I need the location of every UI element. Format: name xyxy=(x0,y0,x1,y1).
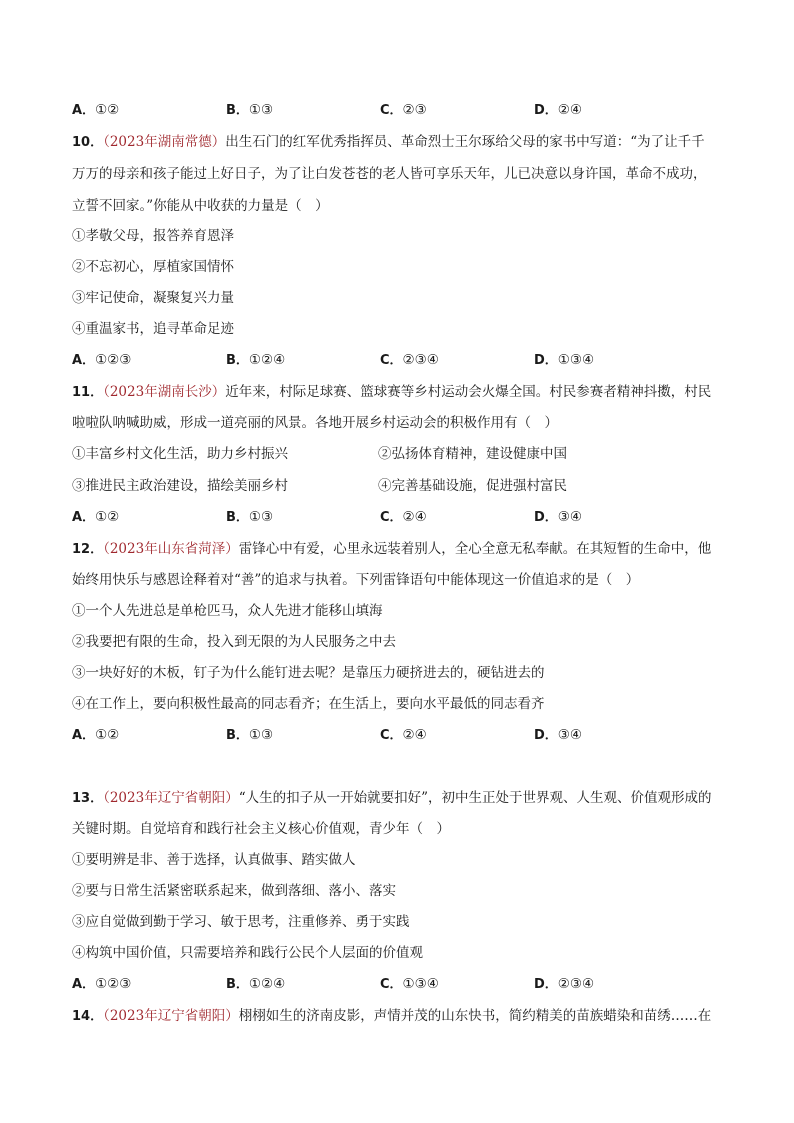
q13-option-c[interactable]: C．①③④ xyxy=(380,976,439,992)
q11-stem-line-1: 11．（2023年湖南长沙）近年来，村际足球赛、篮球赛等乡村运动会火爆全国。村民参赛者精神抖擞，村民 xyxy=(72,384,712,400)
q11-source: （2023年湖南长沙） xyxy=(103,384,226,400)
q9-options xyxy=(72,100,732,121)
q11-items-row-2 xyxy=(72,476,732,496)
q10-source: （2023年湖南常德） xyxy=(103,134,226,150)
q9-option-a[interactable]: A．①② xyxy=(72,102,120,118)
q11-number: 11． xyxy=(72,385,104,400)
q13-stem-line-1: 13．（2023年辽宁省朝阳）“人生的扣子从一开始就要扣好”，初中生正处于世界观、人生观、价值观形成的 xyxy=(72,790,712,806)
q10-option-c[interactable]: C．②③④ xyxy=(380,352,439,368)
q11-stem-line-2: 啦啦队呐喊助威，形成一道亮丽的风景。各地开展乡村运动会的积极作用有（ ） xyxy=(72,415,558,431)
q10-item-4: ④重温家书，追寻革命足迹 xyxy=(72,321,234,337)
q12-option-c[interactable]: C．②④ xyxy=(380,727,427,743)
q14-source: （2023年辽宁省朝阳） xyxy=(103,1008,239,1024)
q14-stem-line-1: 14．（2023年辽宁省朝阳）栩栩如生的济南皮影，声情并茂的山东快书，简约精美的苗族蜡染和苗绣……在 xyxy=(72,1008,712,1024)
q9-option-c[interactable]: C．②③ xyxy=(380,102,427,118)
q10-option-a[interactable]: A．①②③ xyxy=(72,352,132,368)
q12-option-a[interactable]: A．①② xyxy=(72,727,120,743)
q11-item-4: ④完善基础设施，促进强村富民 xyxy=(378,478,567,494)
q13-item-3: ③应自觉做到勤于学习、敏于思考，注重修养、勇于实践 xyxy=(72,914,410,930)
q12-item-3: ③一块好好的木板，钉子为什么能钉进去呢？是靠压力硬挤进去的，硬钻进去的 xyxy=(72,665,545,681)
q11-options xyxy=(72,507,732,528)
q12-item-4: ④在工作上，要向积极性最高的同志看齐；在生活上，要向水平最低的同志看齐 xyxy=(72,696,545,712)
q11-items-row-1 xyxy=(72,444,732,464)
q9-option-b[interactable]: B．①③ xyxy=(226,102,274,118)
q12-stem-line-1: 12．（2023年山东省菏泽）雷锋心中有爱，心里永远装着别人，全心全意无私奉献。在其短暂的生命中，他 xyxy=(72,541,712,557)
q10-item-3: ③牢记使命，凝聚复兴力量 xyxy=(72,290,234,306)
q12-options xyxy=(72,725,732,746)
q12-option-b[interactable]: B．①③ xyxy=(226,727,274,743)
q13-option-a[interactable]: A．①②③ xyxy=(72,976,132,992)
q13-item-1: ①要明辨是非、善于选择，认真做事、踏实做人 xyxy=(72,852,356,868)
q10-stem-line-2: 万万的母亲和孩子能过上好日子，为了让白发苍苍的老人皆可享乐天年，儿已决意以身许国，革命不成功， xyxy=(72,166,707,182)
q10-option-d[interactable]: D．①③④ xyxy=(534,352,595,368)
q12-source: （2023年山东省菏泽） xyxy=(103,541,239,557)
q11-item-3: ③推进民主政治建设，描绘美丽乡村 xyxy=(72,478,288,494)
q10-option-b[interactable]: B．①②④ xyxy=(226,352,286,368)
q12-stem-line-2: 始终用快乐与感恩诠释着对“善”的追求与执着。下列雷锋语句中能体现这一价值追求的是（ ） xyxy=(72,572,640,588)
q13-stem-line-2: 关键时期。自觉培育和践行社会主义核心价值观，青少年（ ） xyxy=(72,821,450,837)
q12-option-d[interactable]: D．③④ xyxy=(534,727,583,743)
q11-item-2: ②弘扬体育精神，建设健康中国 xyxy=(378,446,567,462)
q11-option-d[interactable]: D．③④ xyxy=(534,509,583,525)
q10-item-1: ①孝敬父母，报答养育恩泽 xyxy=(72,228,234,244)
q10-options xyxy=(72,350,732,371)
q13-item-2: ②要与日常生活紧密联系起来，做到落细、落小、落实 xyxy=(72,883,396,899)
q12-item-2: ②我要把有限的生命，投入到无限的为人民服务之中去 xyxy=(72,634,396,650)
q13-source: （2023年辽宁省朝阳） xyxy=(103,790,239,806)
q12-item-1: ①一个人先进总是单枪匹马，众人先进才能移山填海 xyxy=(72,603,383,619)
q10-number: 10． xyxy=(72,135,104,150)
q10-item-2: ②不忘初心，厚植家国情怀 xyxy=(72,259,234,275)
q11-option-c[interactable]: C．②④ xyxy=(380,509,427,525)
q13-item-4: ④构筑中国价值，只需要培养和践行公民个人层面的价值观 xyxy=(72,945,423,961)
q11-option-a[interactable]: A．①② xyxy=(72,509,120,525)
q10-stem-line-3: 立誓不回家。”你能从中收获的力量是（ ） xyxy=(72,198,329,214)
q13-option-b[interactable]: B．①②④ xyxy=(226,976,286,992)
q13-option-d[interactable]: D．②③④ xyxy=(534,976,595,992)
q13-number: 13． xyxy=(72,791,104,806)
q11-option-b[interactable]: B．①③ xyxy=(226,509,274,525)
q12-number: 12． xyxy=(72,542,104,557)
q13-options xyxy=(72,974,732,995)
q9-option-d[interactable]: D．②④ xyxy=(534,102,583,118)
q11-item-1: ①丰富乡村文化生活，助力乡村振兴 xyxy=(72,446,288,462)
q10-stem-line-1: 10．（2023年湖南常德）出生石门的红军优秀指挥员、革命烈士王尔琢给父母的家书中写道：“为了让千千 xyxy=(72,134,705,150)
q14-number: 14． xyxy=(72,1009,104,1024)
